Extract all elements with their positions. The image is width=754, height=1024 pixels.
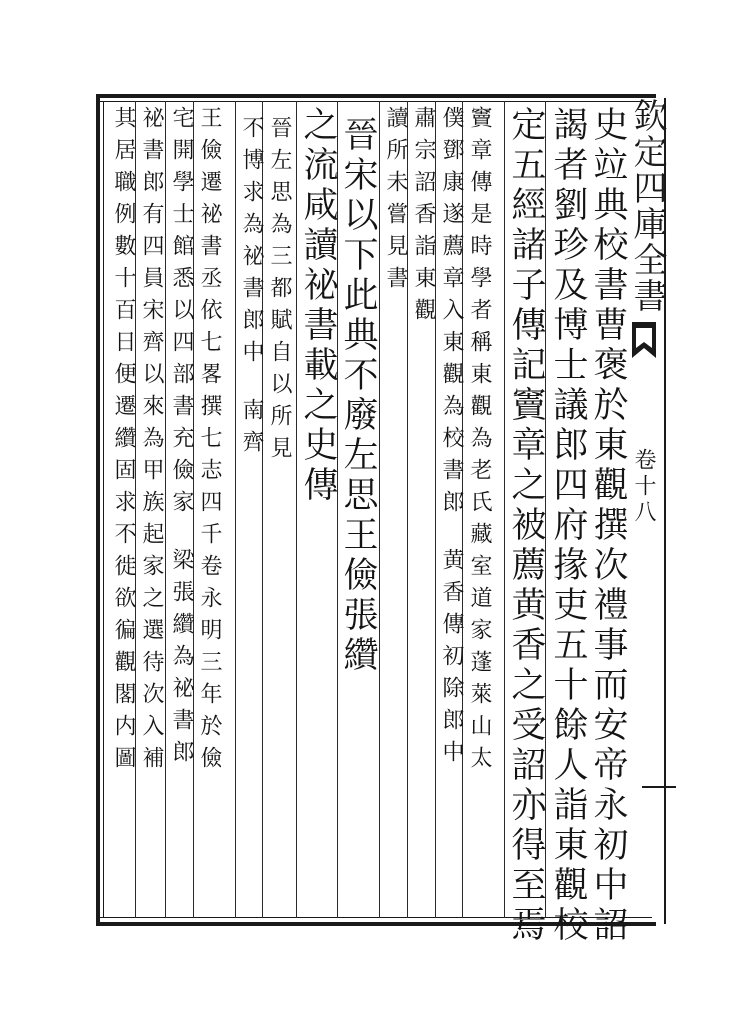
main-text: 謁者劉珍及博士議郎四府掾吏五十餘人詣東觀校 (548, 106, 588, 946)
commentary-text: 南齊 (239, 398, 264, 462)
commentary-text: 僕鄧康遂薦章入東觀為校書郎 (439, 106, 464, 522)
commentary-text: 竇章傳是時學者稱東觀為老氏藏室道家蓬萊山太 (467, 106, 492, 778)
frame-left-inner-rule (103, 101, 104, 918)
commentary-text: 黄香傳初除郎中 (439, 548, 464, 772)
commentary-column (238, 116, 264, 462)
main-text-column (550, 106, 590, 946)
commentary-column (410, 106, 436, 330)
commentary-text: 讀所未嘗見書 (383, 106, 408, 298)
commentary-text: 王儉遷祕書丞依七畧撰七志四千卷永明三年於儉 (197, 106, 222, 778)
column-separator (235, 101, 236, 918)
commentary-text: 其居職例數十百日便遷纘固求不徙欲徧觀閣内圖 (111, 106, 136, 778)
margin-fold-tick (642, 786, 676, 788)
main-text-column (590, 106, 630, 946)
commentary-column (382, 106, 408, 298)
main-text: 晉宋以下此典不廢左思王儉張纘 (338, 116, 378, 676)
main-text: 史竝典校書曹褒於東觀撰次禮事而安帝永初中詔 (588, 106, 628, 946)
main-text-column (340, 116, 380, 676)
commentary-column (168, 106, 194, 772)
column-separator (165, 101, 166, 918)
fish-tail-mark-icon (630, 318, 658, 362)
commentary-text: 梁張纘為祕書郎 (169, 548, 194, 772)
commentary-column (266, 116, 292, 468)
commentary-text: 肅宗詔香詣東觀 (411, 106, 436, 330)
commentary-column (466, 106, 492, 778)
commentary-column (438, 106, 464, 772)
frame-top-inner-rule (100, 101, 652, 102)
main-text: 定五經諸子傳記竇章之被薦黄香之受詔亦得至焉 (506, 106, 546, 946)
commentary-text: 宅開學士館悉以四部書充儉家 (169, 106, 194, 522)
chapter-number: 卷十八 (631, 448, 656, 526)
main-text-column (300, 106, 340, 506)
book-title: 欽定四庫全書 (627, 98, 667, 314)
commentary-text: 祕書郎有四員宋齊以來為甲族起家之選待次入補 (139, 106, 164, 778)
commentary-text: 晉左思為三都賦自以所見 (267, 116, 292, 468)
commentary-column (110, 106, 136, 778)
frame-left-rule (96, 94, 100, 926)
main-text: 之流咸讀祕書載之史傳 (298, 106, 338, 506)
commentary-column (138, 106, 164, 778)
commentary-text: 不博求為祕書郎中 (239, 116, 264, 372)
frame-top-rule (96, 94, 656, 98)
commentary-column (196, 106, 222, 778)
main-text-column (508, 106, 548, 946)
